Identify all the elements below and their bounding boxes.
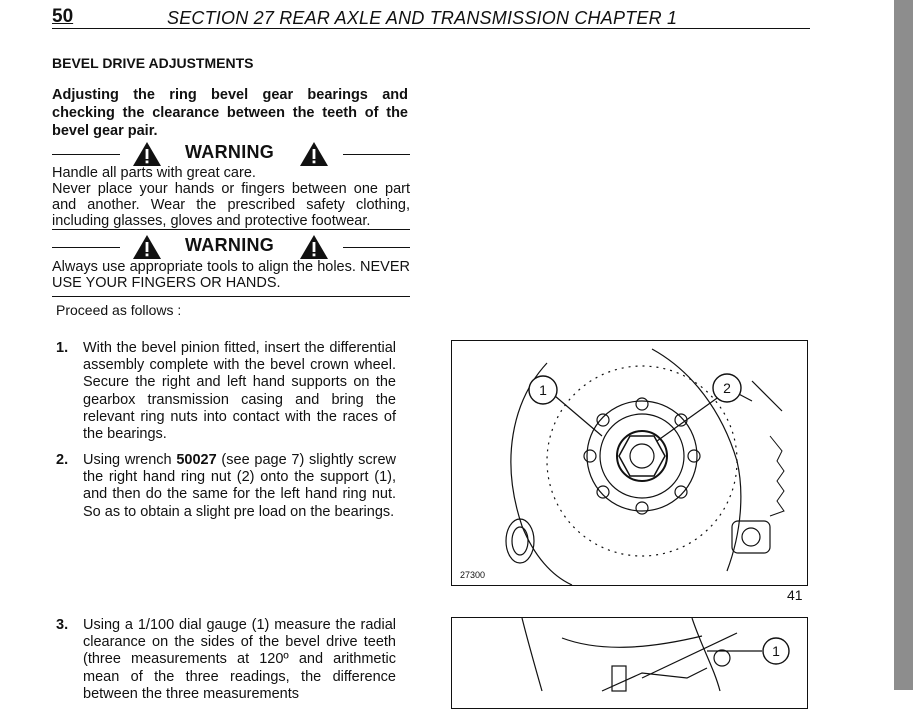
- warning-triangle-icon: [299, 234, 329, 260]
- warning-rule: [52, 154, 120, 155]
- warning-label: WARNING: [185, 142, 275, 162]
- step-number: 1.: [56, 340, 69, 356]
- dial-gauge-illustration: [452, 618, 807, 708]
- page-header-title: SECTION 27 REAR AXLE AND TRANSMISSION CHAPTER 1: [167, 8, 678, 28]
- warning-rule: [343, 247, 410, 248]
- step-number: 2.: [56, 452, 69, 468]
- step-number: 3.: [56, 617, 69, 633]
- subheading: Adjusting the ring bevel gear bearings and checking the clearance between the teeth of the bevel gear pair.: [52, 87, 408, 139]
- step-text: Using a 1/100 dial gauge (1) measure the radial clearance on the sides of the bevel drive teeth (three measurements at 120º and arithmetic mean of the three readings, the difference between the three measurements: [83, 617, 396, 702]
- warning-header-2: [52, 234, 412, 260]
- callout-label: 2: [723, 380, 731, 396]
- step-text: With the bevel pinion fitted, insert the differential assembly complete with the bevel crown wheel. Secure the right and left hand supports on the gearbox transmission casing and bring the relevant ring nuts into contact with the races of the bearings.: [83, 340, 396, 443]
- page-number: 50: [52, 6, 74, 27]
- warning-header-1: [52, 141, 412, 167]
- section-heading: BEVEL DRIVE ADJUSTMENTS: [52, 55, 254, 71]
- warning-line: Handle all parts with great care.: [52, 165, 256, 181]
- warning-line: Never place your hands or fingers between one part and another. Wear the prescribed safety clothing, including glasses, gloves and protective footwear.: [52, 181, 410, 229]
- step-text-part: Using wrench: [83, 452, 177, 468]
- header-rule: [52, 28, 810, 29]
- figure-code: 27300: [460, 570, 486, 580]
- figure-42: [451, 617, 808, 709]
- warning-line: Always use appropriate tools to align the holes. NEVER USE YOUR FINGERS OR HANDS.: [52, 259, 410, 291]
- warning-bottom-rule: [52, 296, 410, 297]
- callout-label: 1: [539, 382, 547, 398]
- callout-label: 1: [772, 643, 780, 659]
- proceed-text: Proceed as follows :: [56, 302, 182, 318]
- warning-triangle-icon: [132, 234, 162, 260]
- figure-41: [451, 340, 808, 586]
- warning-bottom-rule: [52, 229, 410, 230]
- warning-triangle-icon: [132, 141, 162, 167]
- warning-text-1: [52, 165, 410, 229]
- step-text-part: (see page 7) slightly screw the right hand ring nut (2) onto the support (1), and then do the same for the left hand ring nut. So as to obtain a slight pre load on the bearings.: [83, 452, 397, 520]
- warning-rule: [52, 247, 120, 248]
- tool-code: 50027: [176, 452, 217, 468]
- figure-number: 41: [787, 587, 803, 603]
- bevel-gear-illustration: [452, 341, 807, 585]
- warning-rule: [343, 154, 410, 155]
- warning-text-2: [52, 259, 410, 291]
- scrollbar[interactable]: [894, 0, 913, 690]
- warning-triangle-icon: [299, 141, 329, 167]
- warning-label: WARNING: [185, 235, 275, 255]
- step-text: [83, 452, 396, 521]
